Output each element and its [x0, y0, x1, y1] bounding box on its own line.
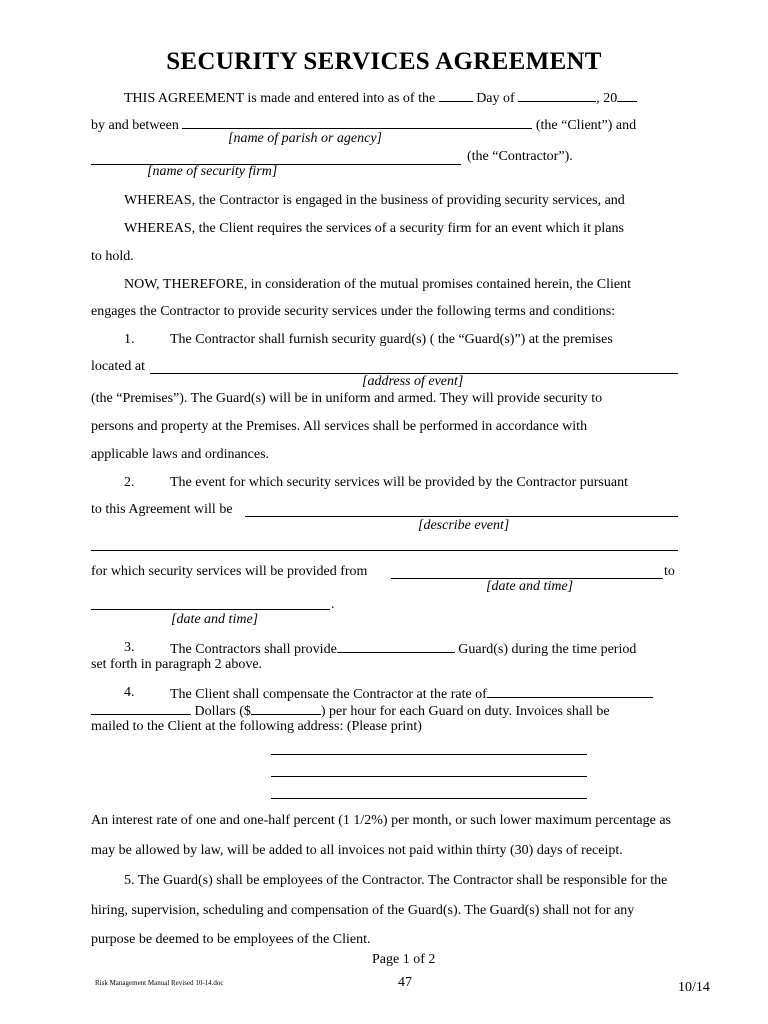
p1-line-1: The Contractor shall furnish security guard(s) ( the “Guard(s)”) at the premises	[170, 332, 613, 347]
document-title: SECURITY SERVICES AGREEMENT	[166, 48, 602, 75]
address-caption: [address of event]	[362, 374, 464, 389]
p2-line-2: to this Agreement will be	[91, 502, 233, 517]
p5-line-1: 5. The Guard(s) shall be employees of the Contractor. The Contractor shall be responsible for the	[124, 873, 668, 888]
event-caption: [describe event]	[418, 518, 510, 533]
p5-line-3: purpose be deemed to be employees of the Client.	[91, 932, 371, 947]
p4-text-c: ) per hour for each Guard on duty. Invoices shall be	[320, 704, 610, 719]
dollars-blank	[91, 702, 191, 715]
intro-text-a: THIS AGREEMENT is made and entered into as of the	[124, 91, 436, 106]
p2-number: 2.	[124, 475, 135, 490]
p2-period: .	[331, 597, 335, 612]
p1-line-4: persons and property at the Premises. All services shall be performed in accordance with	[91, 419, 588, 434]
date-caption-1: [date and time]	[486, 579, 574, 594]
parish-caption: [name of parish or agency]	[228, 131, 382, 146]
event-blank-2	[91, 550, 678, 551]
intro-between: by and between	[91, 118, 179, 133]
firm-caption: [name of security firm]	[147, 164, 278, 179]
address-line-2	[271, 776, 587, 777]
revision-date: 10/14	[678, 980, 710, 995]
p2-to: to	[664, 564, 675, 579]
p3-number: 3.	[124, 640, 135, 655]
p5-line-2: hiring, supervision, scheduling and compensation of the Guard(s). The Guard(s) shall not for any	[91, 903, 635, 918]
p4-number: 4.	[124, 685, 135, 700]
interest-line-2: may be allowed by law, will be added to all invoices not paid within thirty (30) days of receipt.	[91, 843, 623, 858]
intro-text-c: , 20	[596, 91, 618, 106]
end-date-blank	[91, 609, 330, 610]
address-line-3	[271, 798, 587, 799]
p3-text-a: The Contractors shall provide	[170, 642, 337, 657]
intro-line-1	[124, 89, 637, 107]
manual-revision: Risk Management Manual Revised 10-14.doc	[95, 979, 224, 987]
now-therefore-a: NOW, THEREFORE, in consideration of the mutual promises contained herein, the Client	[124, 277, 632, 292]
whereas-1: WHEREAS, the Contractor is engaged in the business of providing security services, and	[124, 193, 625, 208]
p4-line-1	[170, 685, 653, 703]
p1-line-3: (the “Premises”). The Guard(s) will be in uniform and armed. They will provide security to	[91, 391, 603, 406]
p3-text-b: Guard(s) during the time period	[458, 642, 637, 657]
p4-text-a: The Client shall compensate the Contractor at the rate of	[170, 687, 487, 702]
interest-line-1: An interest rate of one and one-half percent (1 1/2%) per month, or such lower maximum percentage as	[91, 813, 672, 828]
guard-count-blank	[337, 640, 455, 653]
p1-line-5: applicable laws and ordinances.	[91, 447, 270, 462]
client-name-blank	[182, 116, 532, 129]
intro-contractor: (the “Contractor”).	[467, 149, 573, 164]
p4-line-3: mailed to the Client at the following address: (Please print)	[91, 719, 422, 734]
amount-blank	[251, 702, 321, 715]
intro-client: (the “Client”) and	[535, 118, 637, 133]
p2-line-4: for which security services will be provided from	[91, 564, 368, 579]
p2-line-1: The event for which security services will be provided by the Contractor pursuant	[170, 475, 628, 490]
page-indicator: Page 1 of 2	[372, 952, 436, 967]
p3-line-1	[170, 640, 636, 658]
event-blank-1	[245, 516, 678, 517]
whereas-2a: WHEREAS, the Client requires the services of a security firm for an event which it plans	[124, 221, 624, 236]
date-caption-2: [date and time]	[171, 612, 259, 627]
day-blank	[439, 89, 473, 102]
p1-line-2: located at	[91, 359, 146, 374]
p4-text-b: Dollars ($	[194, 704, 251, 719]
p1-number: 1.	[124, 332, 135, 347]
intro-text-b: Day of	[476, 91, 515, 106]
p4-line-2	[91, 702, 610, 720]
page-number: 47	[398, 975, 412, 990]
month-blank	[518, 89, 596, 102]
whereas-2b: to hold.	[91, 249, 134, 264]
year-blank	[617, 89, 637, 102]
p3-line-2: set forth in paragraph 2 above.	[91, 657, 263, 672]
address-line-1	[271, 754, 587, 755]
now-therefore-b: engages the Contractor to provide security services under the following terms and conditions:	[91, 304, 616, 319]
rate-words-blank	[487, 685, 653, 698]
